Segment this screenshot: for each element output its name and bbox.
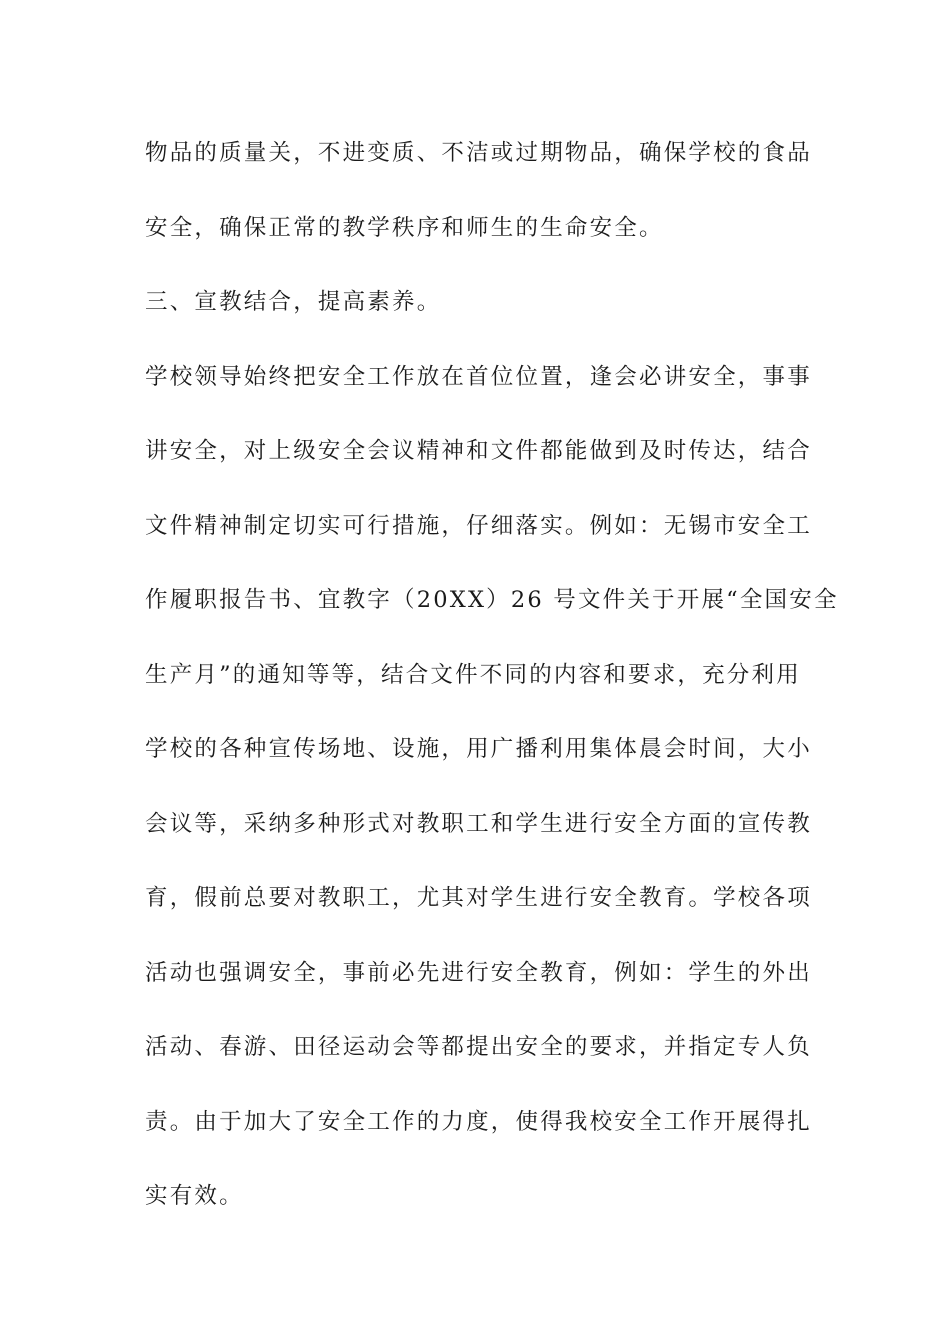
- text-line: 物品的质量关，不进变质、不洁或过期物品，确保学校的食品: [145, 140, 812, 166]
- text-line: 活动、春游、田径运动会等都提出安全的要求，并指定专人负: [145, 1034, 812, 1060]
- text-line: 安全，确保正常的教学秩序和师生的生命安全。: [145, 214, 664, 241]
- text-line: 文件精神制定切实可行措施，仔细落实。例如：无锡市安全工: [145, 512, 812, 539]
- text-line: 作履职报告书、宜教字（20XX）26 号文件关于开展“全国安全: [145, 587, 839, 613]
- text-line: 责。由于加大了安全工作的力度，使得我校安全工作开展得扎: [145, 1108, 812, 1135]
- text-line: 会议等，采纳多种形式对教职工和学生进行安全方面的宣传教: [145, 810, 812, 837]
- section-heading: 三、宣教结合，提高素养。: [145, 289, 442, 315]
- text-line: 讲安全，对上级安全会议精神和文件都能做到及时传达，结合: [145, 438, 812, 464]
- text-line: 育，假前总要对教职工，尤其对学生进行安全教育。学校各项: [145, 885, 812, 911]
- text-line: 实有效。: [145, 1183, 244, 1209]
- text-line: 学校领导始终把安全工作放在首位位置，逢会必讲安全，事事: [145, 363, 812, 390]
- text-line: 活动也强调安全，事前必先进行安全教育，例如：学生的外出: [145, 959, 812, 986]
- text-line: 生产月”的通知等等，结合文件不同的内容和要求，充分利用: [145, 661, 801, 688]
- text-line: 学校的各种宣传场地、设施，用广播利用集体晨会时间，大小: [145, 736, 812, 762]
- document-body: [145, 128, 839, 1246]
